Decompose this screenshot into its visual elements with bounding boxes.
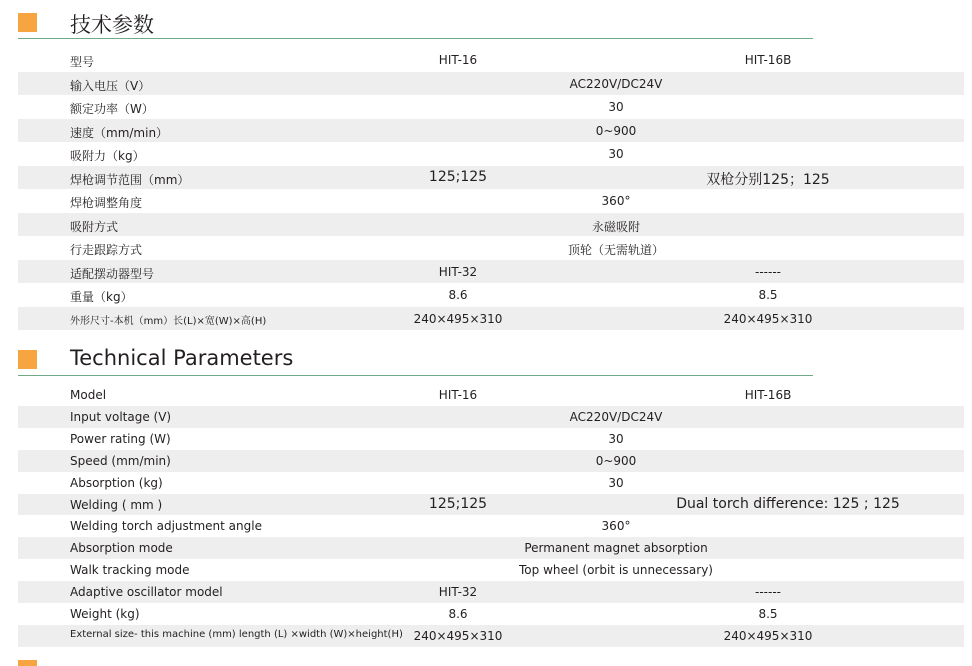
table-row [18, 236, 964, 260]
row-label: 适配摆动器型号 [70, 266, 155, 281]
hit16-value: 240×495×310 [413, 628, 503, 643]
merged-value: 360° [601, 194, 631, 208]
merged-value: AC220V/DC24V [569, 409, 663, 424]
merged-value: 0~900 [595, 123, 637, 138]
row-label: 焊枪调节范围（mm） [70, 172, 190, 187]
merged-value: AC220V/DC24V [569, 76, 663, 91]
merged-value: 30 [608, 431, 624, 446]
merged-value: 360° [601, 519, 631, 534]
row-label: Absorption (kg) [70, 475, 163, 490]
table-row [18, 95, 964, 119]
hit16-value: HIT-32 [438, 264, 478, 279]
hit16-value: HIT-16 [438, 388, 478, 402]
row-label: 焊枪调整角度 [70, 196, 143, 210]
table-row [18, 428, 964, 450]
row-label: Welding torch adjustment angle [70, 519, 262, 534]
table-row [18, 72, 964, 96]
row-label: 额定功率（W） [70, 102, 154, 116]
row-label: Weight (kg) [70, 607, 140, 621]
merged-value: Top wheel (orbit is unnecessary) [519, 563, 713, 578]
section-title: 技术参数 [70, 13, 154, 37]
hit16b-value: 8.5 [758, 288, 778, 302]
merged-value: 永磁吸附 [591, 219, 640, 234]
table-row [18, 625, 964, 647]
row-label: 外形尺寸-本机（mm）长(L)×宽(W)×高(H) [70, 315, 267, 327]
divider [18, 38, 813, 39]
row-label: Speed (mm/min) [70, 453, 171, 468]
row-label: Input voltage (V) [70, 409, 172, 424]
table-row [18, 213, 964, 237]
merged-value: 顶轮（无需轨道） [567, 243, 664, 257]
table-row [18, 166, 964, 190]
row-label: 吸附力（kg） [70, 149, 145, 163]
divider [18, 375, 813, 376]
hit16b-value: HIT-16B [744, 53, 792, 67]
section-marker-icon [18, 350, 37, 369]
hit16b-value: Dual torch difference: 125 ; 125 [676, 495, 900, 512]
table-row [18, 494, 964, 516]
table-row [18, 537, 964, 559]
table-row [18, 307, 964, 331]
row-label: External size- this machine (mm) length (L) ×width (W)×height(H) [70, 628, 403, 640]
table-row [18, 260, 964, 284]
row-label: 吸附方式 [70, 219, 119, 234]
hit16b-value: 240×495×310 [723, 628, 813, 643]
hit16-value: 125;125 [428, 168, 488, 185]
table-header-row [18, 384, 964, 406]
hit16-value: HIT-16 [438, 53, 478, 67]
row-label: 速度（mm/min） [70, 125, 169, 140]
row-label: Power rating (W) [70, 431, 171, 446]
hit16-value: 125;125 [428, 495, 488, 512]
hit16-value: 240×495×310 [413, 311, 503, 326]
row-label: Walk tracking mode [70, 563, 190, 578]
section-marker-icon [18, 13, 37, 32]
hit16b-value: ------ [755, 585, 781, 600]
hit16b-value: HIT-16B [744, 388, 792, 402]
hit16-value: 8.6 [448, 288, 468, 302]
table-row [18, 559, 964, 581]
hit16-value: 8.6 [448, 607, 468, 621]
table-header-row [18, 48, 964, 72]
table-row [18, 119, 964, 143]
row-label: Absorption mode [70, 541, 173, 556]
section-title: Technical Parameters [70, 346, 294, 370]
table-row [18, 142, 964, 166]
row-label: Welding ( mm ) [70, 497, 163, 512]
row-label: 型号 [70, 55, 95, 69]
row-label: 行走跟踪方式 [70, 243, 143, 257]
hit16b-value: 双枪分别125；125 [706, 171, 830, 188]
table-row [18, 283, 964, 307]
merged-value: 30 [608, 147, 624, 161]
hit16b-value: ------ [755, 264, 781, 279]
table-row [18, 603, 964, 625]
section-marker-icon [18, 660, 37, 666]
merged-value: 30 [608, 100, 624, 114]
merged-value: 0~900 [595, 453, 637, 468]
hit16b-value: 8.5 [758, 607, 778, 621]
row-label: 输入电压（V） [70, 78, 151, 93]
table-row [18, 189, 964, 213]
row-label: Adaptive oscillator model [70, 585, 223, 600]
row-label: Model [70, 388, 107, 402]
table-row [18, 515, 964, 537]
merged-value: 30 [608, 475, 624, 490]
row-label: 重量（kg） [70, 290, 133, 304]
merged-value: Permanent magnet absorption [524, 541, 708, 556]
table-row [18, 581, 964, 603]
table-row [18, 406, 964, 428]
table-row [18, 472, 964, 494]
hit16b-value: 240×495×310 [723, 311, 813, 326]
hit16-value: HIT-32 [438, 585, 478, 600]
table-row [18, 450, 964, 472]
